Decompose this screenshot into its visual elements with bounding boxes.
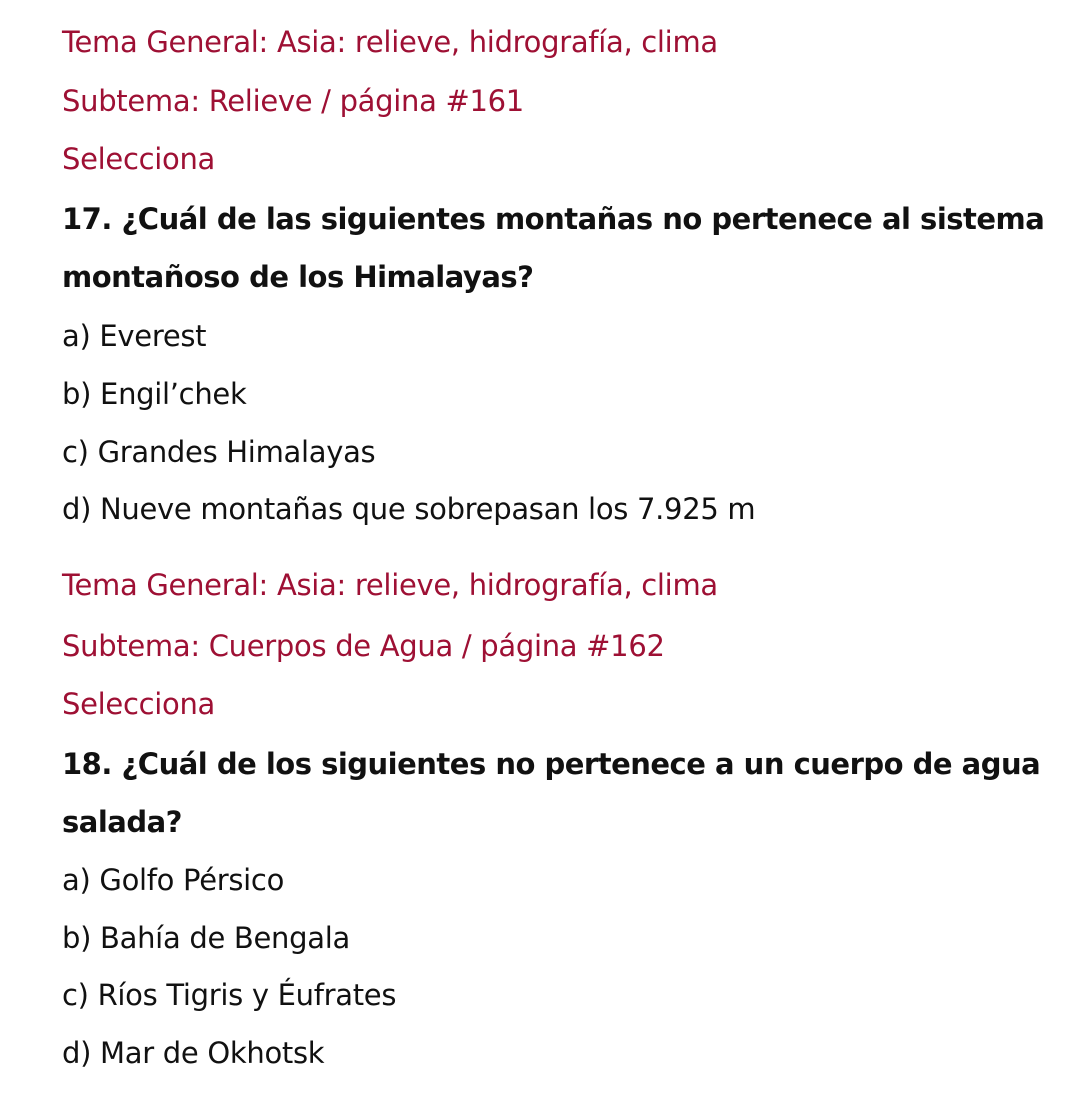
question-text-line-2: salada?: [62, 805, 182, 839]
option-a: a) Everest: [62, 319, 207, 353]
option-b: b) Bahía de Bengala: [62, 921, 350, 955]
instruccion-label: Selecciona: [62, 687, 215, 721]
question-text-line-1: 17. ¿Cuál de las siguientes montañas no pertenece al sistema: [62, 202, 1045, 236]
option-d: d) Nueve montañas que sobrepasan los 7.925 m: [62, 492, 756, 526]
subtema-heading: Subtema: Cuerpos de Agua / página #162: [62, 629, 665, 663]
instruccion-label: Selecciona: [62, 142, 215, 176]
tema-general-heading: Tema General: Asia: relieve, hidrografía, clima: [62, 25, 718, 59]
option-c: c) Ríos Tigris y Éufrates: [62, 978, 397, 1012]
subtema-heading: Subtema: Relieve / página #161: [62, 84, 524, 118]
option-b: b) Engil’chek: [62, 377, 247, 411]
question-text-line-2: montañoso de los Himalayas?: [62, 260, 534, 294]
option-a: a) Golfo Pérsico: [62, 863, 285, 897]
option-c: c) Grandes Himalayas: [62, 435, 376, 469]
option-d: d) Mar de Okhotsk: [62, 1036, 325, 1070]
question-text-line-1: 18. ¿Cuál de los siguientes no pertenece a un cuerpo de agua: [62, 747, 1041, 781]
tema-general-heading: Tema General: Asia: relieve, hidrografía, clima: [62, 568, 718, 602]
